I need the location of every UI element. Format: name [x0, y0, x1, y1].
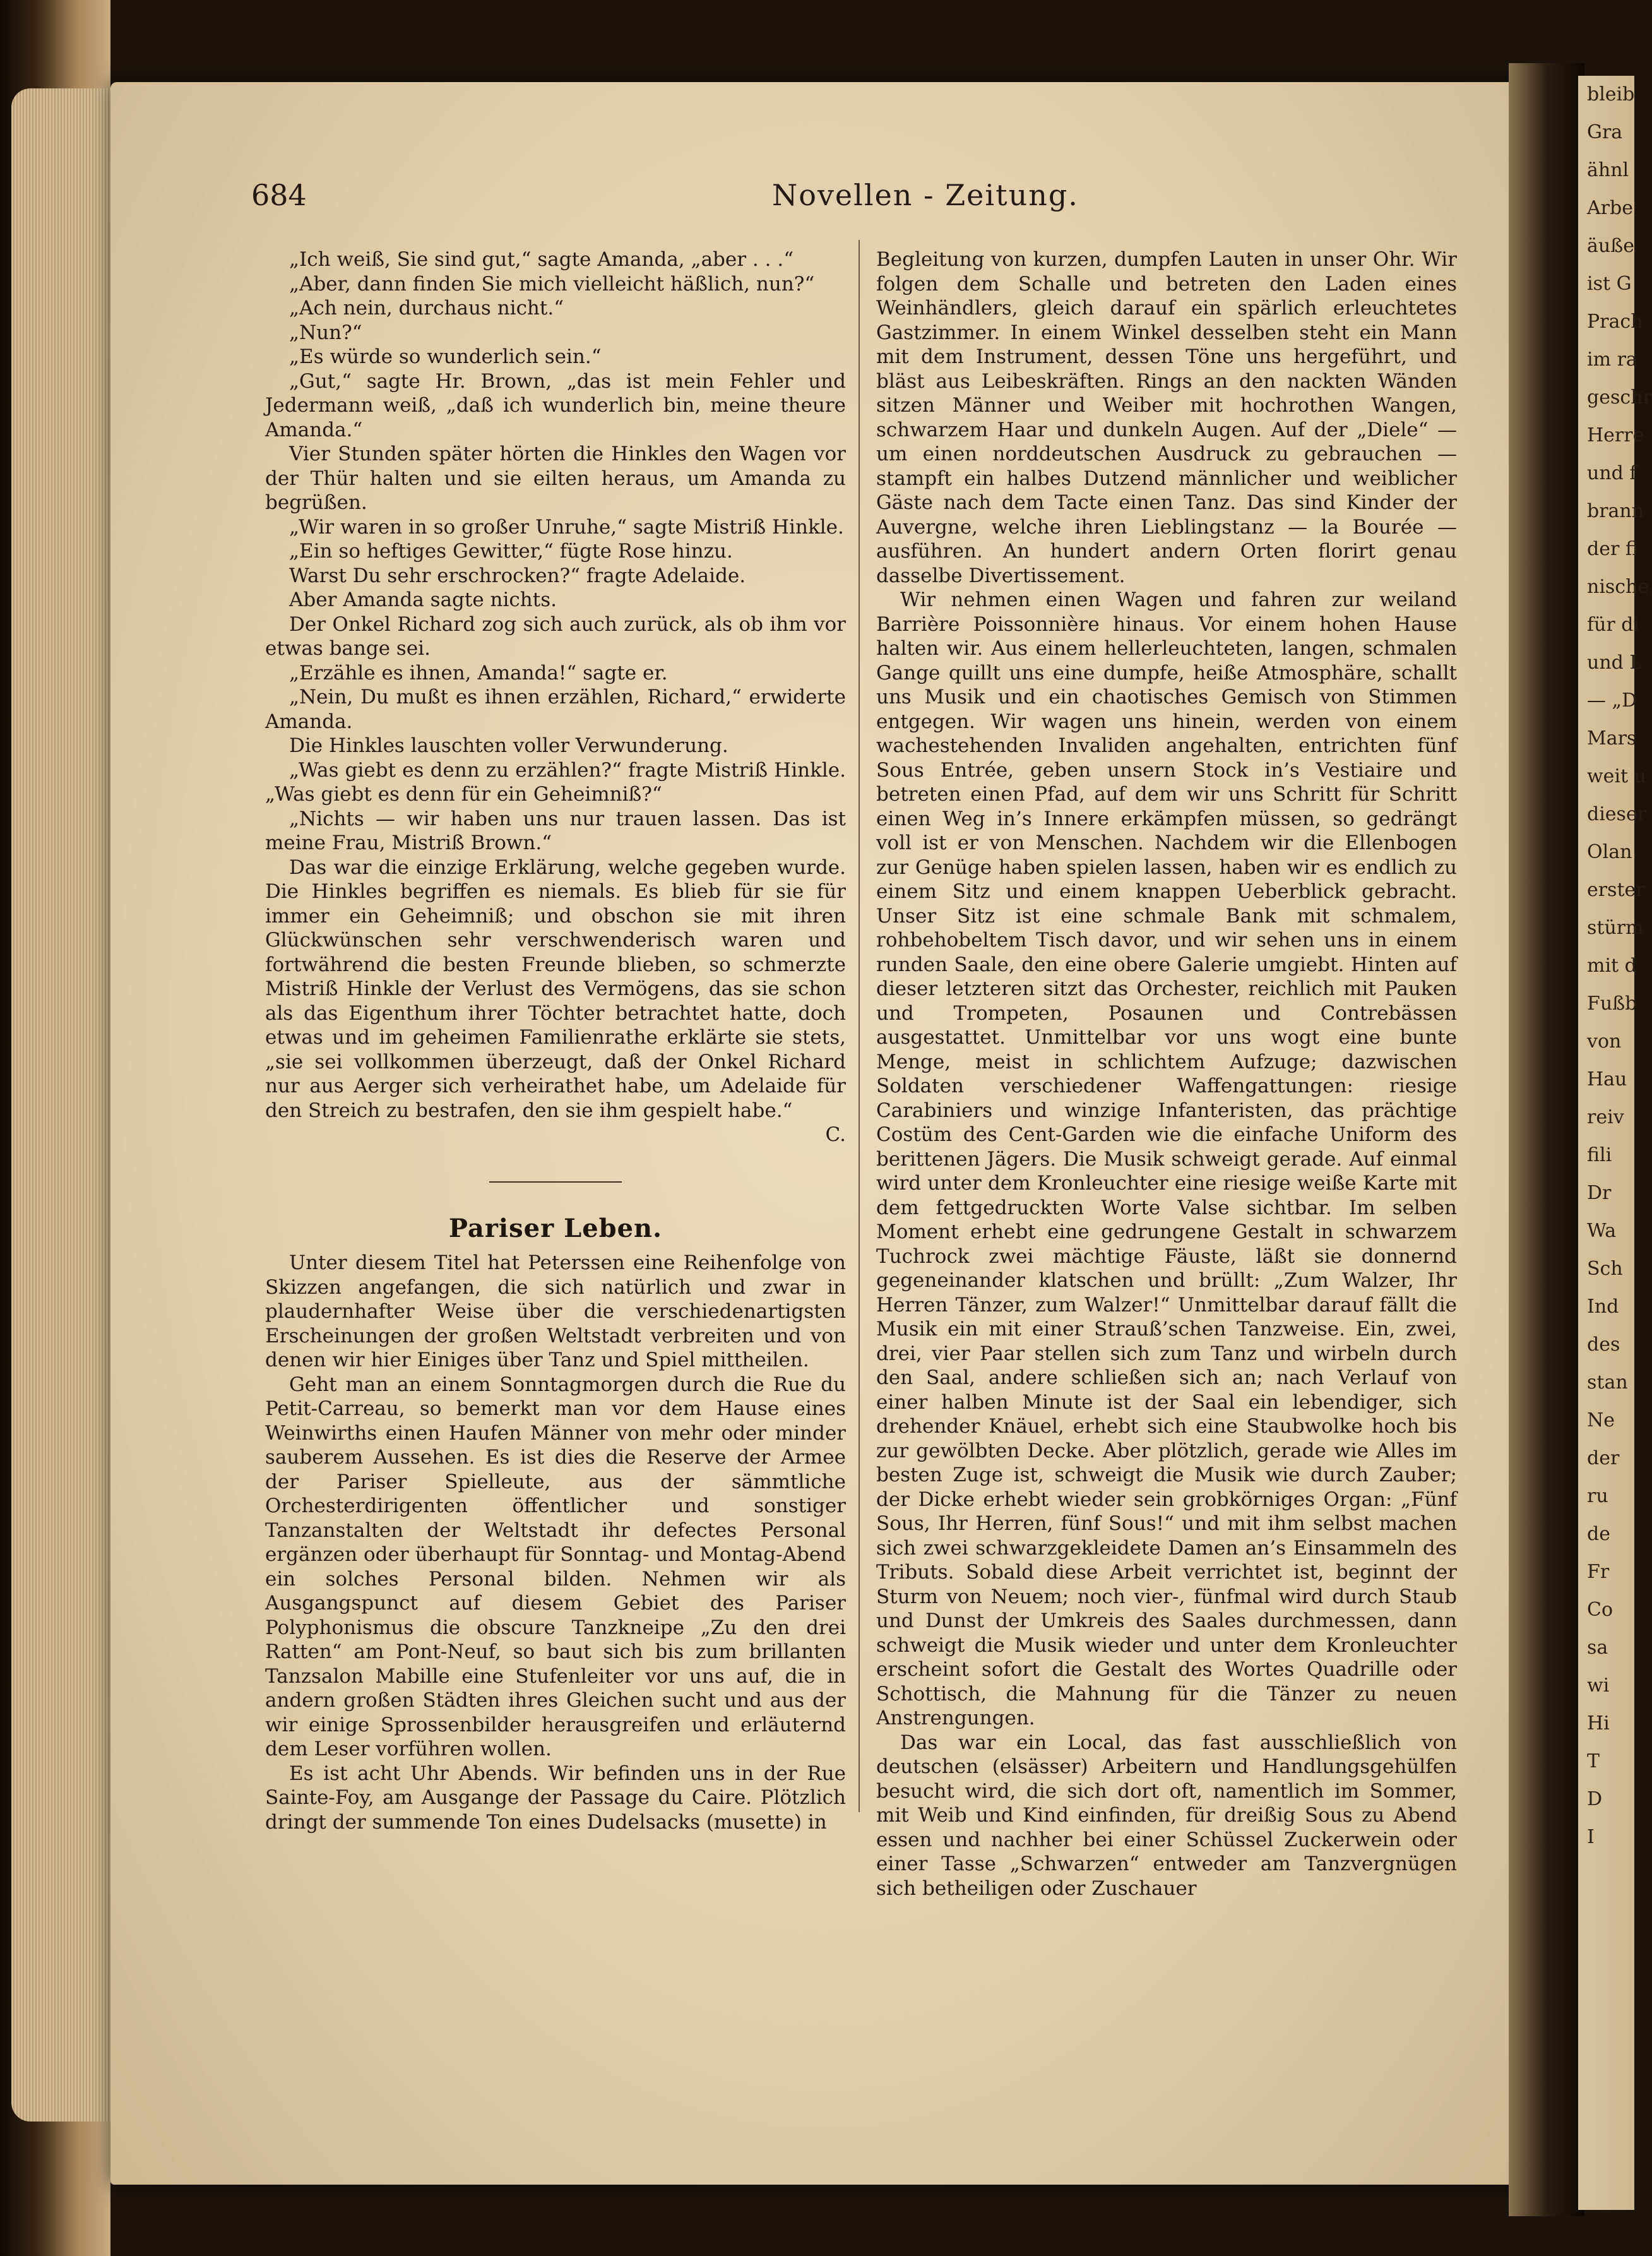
next-page-fragment: erster: [1587, 879, 1645, 901]
next-page-fragment: nische: [1587, 576, 1649, 598]
next-page-fragment: Olan: [1587, 841, 1632, 863]
next-page-fragment: bleib: [1587, 83, 1635, 105]
next-page-fragment: wi: [1587, 1674, 1610, 1697]
author-signature: C.: [825, 1123, 846, 1146]
next-page-fragment: mit d: [1587, 955, 1637, 977]
next-page-fragment: ähnl: [1587, 159, 1629, 181]
next-page-fragment: der fi: [1587, 538, 1638, 560]
next-page-fragment: der: [1587, 1447, 1620, 1469]
next-page-fragment: I: [1587, 1826, 1595, 1848]
section-title: Pariser Leben.: [448, 1213, 663, 1243]
paragraph: Warst Du sehr erschrocken?“ fragte Adelaide.: [289, 564, 746, 587]
page-header: [251, 178, 1489, 222]
next-page-fragment: Co: [1587, 1599, 1613, 1621]
next-page-fragment: dieser: [1587, 803, 1647, 825]
paragraph: Aber Amanda sagte nichts.: [289, 588, 557, 611]
next-page-edge: [1578, 76, 1652, 2210]
next-page-fragment: stürm: [1587, 917, 1644, 939]
next-page-fragment: ist G: [1587, 273, 1632, 295]
next-page-fragment: für di: [1587, 614, 1640, 636]
paragraph: „Nichts — wir haben uns nur trauen lassen. Das ist meine Frau, Mistriß Brown.“: [265, 807, 846, 854]
next-page-fragment: geschr: [1587, 386, 1652, 409]
paragraph: Vier Stunden später hörten die Hinkles den Wagen vor der Thür halten und sie eilten heraus, um Amanda zu begrüßen.: [265, 443, 846, 514]
next-page-fragment: Wa: [1587, 1220, 1617, 1242]
paragraph: Wir nehmen einen Wagen und fahren zur weiland Barrière Poissonnière hinaus. Vor einem hohen Hause halten wir. Aus einem hellerleuchteten, langen, schmalen Gange quillt uns eine dumpfe, heiße Atmosphäre, schallt uns Musik und ein chaotisches Gemisch von Stimmen entgegen. Wir wagen uns hinein, werden von einem wachestehenden Invaliden angehalten, entrichten fünf Sous Entrée, geben unsern Stock in’s Vestiaire und betreten einen Pfad, auf dem wir uns Schritt für Schritt einen Weg in’s Innere erkämpfen müssen, so gedrängt voll ist er von Menschen. Nachdem wir die Ellenbogen zur Genüge haben spielen lassen, haben wir es endlich zu einem Sitz und einem knappen Ueberblick gebracht. Unser Sitz ist eine schmale Bank mit schmalem, rohbehobeltem Tisch davor, und wir sehen uns in einem runden Saale, den eine obere Galerie umgiebt. Hinten auf dieser letzteren sitzt das Orchester, reichlich mit Pauken und Trompeten, Posaunen und Contrebässen ausgestattet. Unmittelbar vor uns wogt eine bunte Menge, meist in schlichtem Aufzuge; dazwischen Soldaten verschiedener Waffengattungen: riesige Carabiniers und winzige Infanteristen, das prächtige Costüm des Cent-Garden wie die einfache Uniform des berittenen Jägers. Die Musik schweigt gerade. Auf einmal wird unter dem Kronleuchter eine riesige weiße Karte mit dem fettgedruckten Worte Valse sichtbar. Im selben Moment erhebt eine gedrungene Gestalt in schwarzem Tuchrock zwei mächtige Fäuste, läßt sie donnernd gegeneinander klatschen und brüllt: „Zum Walzer, Ihr Herren Tänzer, zum Walzer!“ Unmittelbar darauf fällt die Musik ein mit einer Strauß’schen Tanzweise. Ein, zwei, drei, vier Paar stellen sich zum Tanz und wirbeln durch den Saal, andere schließen sich an; nach Verlauf von einer halben Minute ist der Saal ein lebendiger, sich drehender Knäuel, erhebt sich eine Staubwolke hoch bis zur gewölbten Decke. Aber plötzlich, gerade wie Alles im besten Zuge ist, schweigt die Musik wie durch Zauber; der Dicke erhebt wieder sein grobkörniges Organ: „Fünf Sous, Ihr Herren, fünf Sous!“ und mit ihm selbst machen sich zwei schwarzgekleidete Damen an’s Einsammeln des Tributs. Sobald diese Arbeit verrichtet ist, beginnt der Sturm von Neuem; noch vier-, fünfmal wird durch Staub und Dunst der Umkreis des Saales durchmessen, dann schweigt die Musik wieder und unter dem Kronleuchter erscheint sofort die Gestalt des Wortes Quadrille oder Schottisch, die Mahnung für die Tänzer zu neuen Anstrengungen.: [876, 588, 1457, 1729]
section-separator: [489, 1181, 622, 1183]
paragraph: Das war die einzige Erklärung, welche gegeben wurde. Die Hinkles begriffen es niemals. Es blieb für sie für immer ein Geheimniß; und obschon sie mit ihren Glückwünschen sehr verschwenderisch waren und fortwährend die besten Freunde blieben, so schmerzte Mistriß Hinkle der Verlust des Vermögens, das sie schon als das Eigenthum ihrer Töchter betrachtet hatte, doch etwas und im geheimen Familienrathe erklärte sie stets, „sie sei vollkommen überzeugt, daß der Onkel Richard nur aus Aerger sich verheirathet habe, um Adelaide für den Streich zu bestrafen, den sie ihm gespielt habe.“: [265, 856, 846, 1122]
next-page-fragment: Fußb: [1587, 993, 1637, 1015]
paragraph: Das war ein Local, das fast ausschließlich von deutschen (elsässer) Arbeitern und Handlungsgehülfen besucht wird, die sich dort oft, namentlich im Sommer, mit Weib und Kind einfinden, für dreißig Sous zu Abend essen und nachher bei einer Schüssel Zuckerwein oder einer Tasse „Schwarzen“ entweder am Tanzvergnügen sich betheiligen oder Zuschauer: [876, 1731, 1457, 1900]
next-page-fragment: Ind: [1587, 1296, 1619, 1318]
paragraph: „Was giebt es denn zu erzählen?“ fragte Mistriß Hinkle. „Was giebt es denn für ein Geheimniß?“: [265, 758, 846, 806]
paragraph: „Nein, Du mußt es ihnen erzählen, Richard,“ erwiderte Amanda.: [265, 686, 846, 733]
next-page-fragment: Prach: [1587, 311, 1643, 333]
next-page-fragment: fili: [1587, 1144, 1612, 1166]
next-page-fragment: und f: [1587, 462, 1637, 484]
right-column: [876, 248, 1457, 1901]
paragraph: „Erzähle es ihnen, Amanda!“ sagte er.: [289, 661, 668, 684]
next-page-fragment: stan: [1587, 1371, 1628, 1394]
next-page-fragment: Dr: [1587, 1182, 1612, 1204]
next-page-fragment: de: [1587, 1523, 1610, 1545]
column-divider: [859, 240, 860, 1812]
paragraph: Geht man an einem Sonntagmorgen durch die Rue du Petit-Carreau, so bemerkt man vor dem Hause eines Weinwirths einen Haufen Männer von mehr oder minder sauberem Aussehen. Es ist dies die Reserve der Armee der Pariser Spielleute, aus der sämmtliche Orchesterdirigenten öffentlicher und sonstiger Tanzanstalten der Weltstadt ihr defectes Personal ergänzen oder überhaupt für Sonntag- und Montag-Abend ein solches Personal bilden. Nehmen wir als Ausgangspunct auf diesem Gebiet des Pariser Polyphonismus die obscure Tanzkneipe „Zu den drei Ratten“ am Pont-Neuf, so baut sich bis zum brillanten Tanzsalon Mabille eine Stufenleiter vor uns auf, die in andern großen Städten ihres Gleichen sucht und aus der wir einige Sprossenbilder herausgreifen und erläuternd dem Leser vorführen wollen.: [265, 1373, 846, 1760]
next-page-fragment: Arbe: [1587, 197, 1633, 219]
next-page-fragment: Hau: [1587, 1068, 1627, 1090]
next-page-fragment: ru: [1587, 1485, 1608, 1507]
next-page-fragment: reiv: [1587, 1106, 1624, 1128]
paragraph: „Es würde so wunderlich sein.“: [289, 345, 602, 368]
page-gutter: [1509, 63, 1584, 2216]
paragraph: Die Hinkles lauschten voller Verwunderung.: [289, 734, 728, 757]
next-page-fragment: T: [1587, 1750, 1600, 1772]
next-page-fragment: weit u: [1587, 765, 1646, 787]
next-page-fragment: des: [1587, 1334, 1620, 1356]
paragraph: „Ach nein, durchaus nicht.“: [289, 297, 564, 319]
next-page-fragment: im ra: [1587, 349, 1637, 371]
paragraph: „Ein so heftiges Gewitter,“ fügte Rose hinzu.: [289, 540, 733, 563]
next-page-fragment: Fr: [1587, 1561, 1610, 1583]
next-page-fragment: und L: [1587, 652, 1643, 674]
next-page-fragment: — „D: [1587, 689, 1637, 712]
left-column: [265, 248, 846, 1834]
paragraph: Es ist acht Uhr Abends. Wir befinden uns in der Rue Sainte-Foy, am Ausgange der Passage du Caire. Plötzlich dringt der summende Ton eines Dudelsacks (musette) in: [265, 1762, 846, 1834]
running-title: Novellen - Zeitung.: [772, 178, 1079, 212]
next-page-fragment: D: [1587, 1788, 1603, 1810]
next-page-fragment: von: [1587, 1030, 1622, 1053]
paragraph: „Nun?“: [289, 321, 362, 344]
paragraph: Der Onkel Richard zog sich auch zurück, als ob ihm vor etwas bange sei.: [265, 612, 846, 660]
paragraph: Unter diesem Titel hat Peterssen eine Reihenfolge von Skizzen angefangen, die sich natürlich und zwar in plaudernhafter Weise über die verschiedenartigsten Erscheinungen der großen Weltstadt verbreiten und von denen wir hier Einiges über Tanz und Spiel mittheilen.: [265, 1251, 846, 1371]
next-page-fragment: Herre: [1587, 424, 1644, 446]
next-page-fragment: Gra: [1587, 121, 1623, 143]
paragraph: „Aber, dann finden Sie mich vielleicht häßlich, nun?“: [289, 272, 815, 295]
page-edges: [11, 88, 112, 2122]
next-page-fragment: Sch: [1587, 1258, 1623, 1280]
paragraph: „Ich weiß, Sie sind gut,“ sagte Amanda, „aber . . .“: [289, 248, 794, 271]
next-page-fragment: brann: [1587, 500, 1644, 522]
next-page-fragment: Ne: [1587, 1409, 1615, 1431]
next-page-fragment: sa: [1587, 1637, 1608, 1659]
next-page-fragment: äuße: [1587, 235, 1634, 257]
paragraph: „Gut,“ sagte Hr. Brown, „das ist mein Fehler und Jedermann weiß, „daß ich wunderlich bin, meine theure Amanda.“: [265, 369, 846, 441]
next-page-fragment: Mars: [1587, 727, 1637, 749]
paragraph: „Wir waren in so großer Unruhe,“ sagte Mistriß Hinkle.: [289, 515, 844, 539]
next-page-fragment: Hi: [1587, 1712, 1610, 1734]
page-number: 684: [251, 178, 307, 212]
paragraph: Begleitung von kurzen, dumpfen Lauten in unser Ohr. Wir folgen dem Schalle und betreten den Laden eines Weinhändlers, gleich darauf ein spärlich erleuchtetes Gastzimmer. In einem Winkel desselben steht ein Mann mit dem Instrument, dessen Töne uns hergeführt, und bläst aus Leibeskräften. Rings an den nackten Wänden sitzen Männer und Weiber mit hochrothen Wangen, schwarzem Haar und dunkeln Augen. Auf der „Diele“ — um einen norddeutschen Ausdruck zu gebrauchen — stampft ein halbes Dutzend männlicher und weiblicher Gäste nach dem Tacte einen Tanz. Das sind Kinder der Auvergne, welche ihren Lieblingstanz — la Bourée — ausführen. An hundert andern Orten florirt genau dasselbe Divertissement.: [876, 248, 1457, 587]
